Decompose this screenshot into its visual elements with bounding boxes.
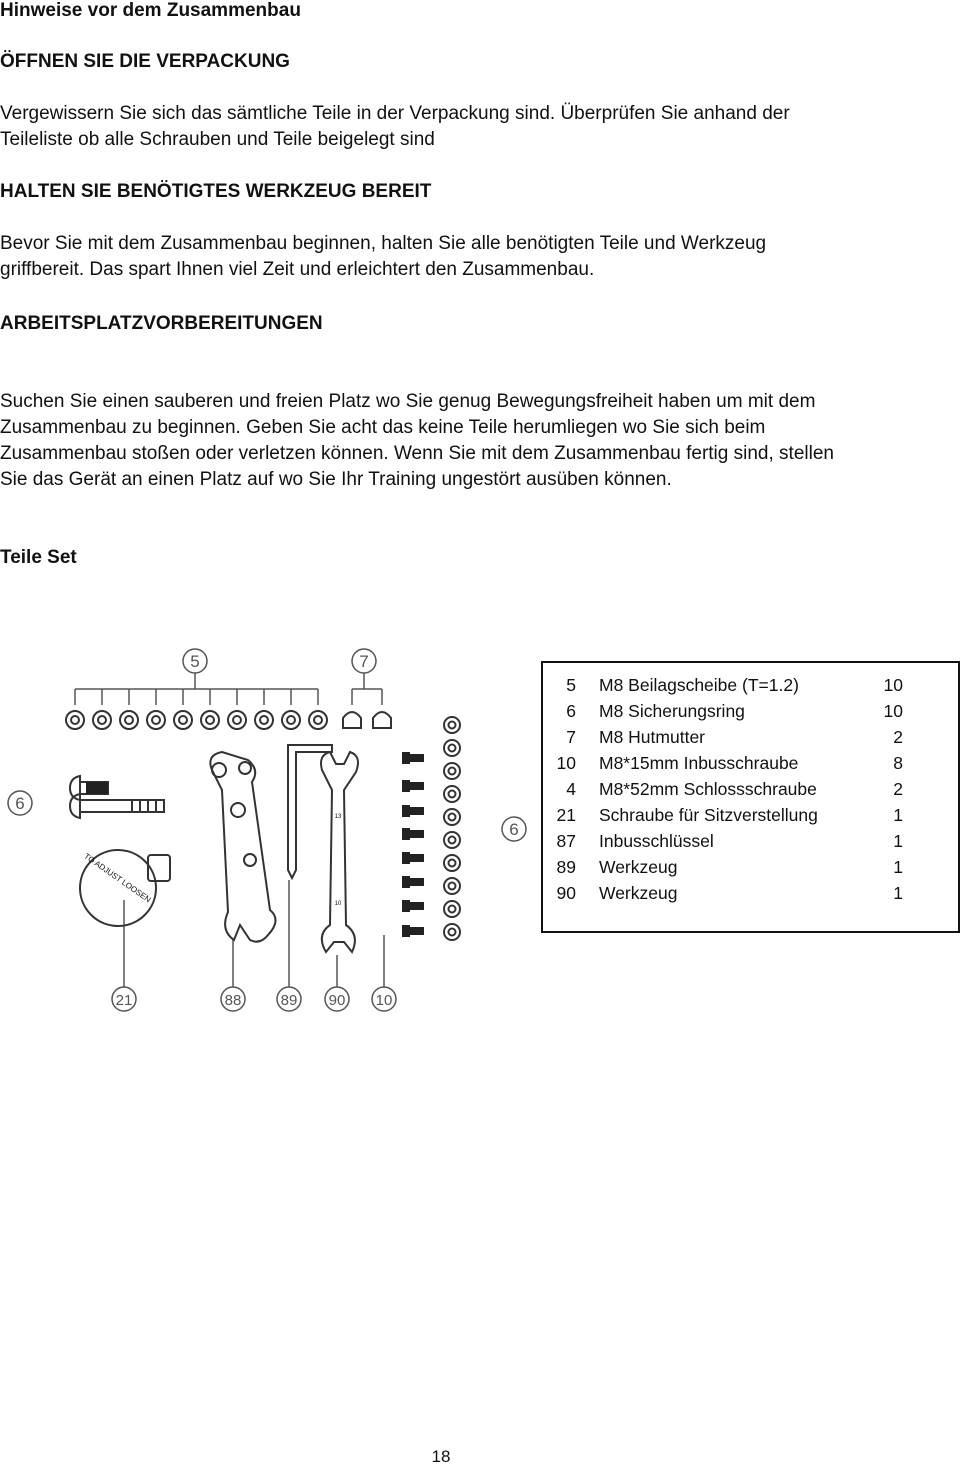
part-name: Werkzeug [599, 883, 678, 903]
part-name: M8 Sicherungsring [599, 701, 745, 721]
heading-workspace: ARBEITSPLATZVORBEREITUNGEN [0, 313, 323, 334]
table-row [543, 857, 958, 883]
part-number: 5 [566, 675, 576, 695]
part-name: M8*52mm Schlossschraube [599, 779, 817, 799]
part-quantity: 2 [893, 779, 903, 799]
page-number: 18 [431, 1447, 451, 1466]
callout-label: 21 [115, 992, 133, 1009]
table-row [543, 727, 958, 753]
part-name: Inbusschlüssel [599, 831, 714, 851]
knob-label: TO ADJUST LOOSEN [82, 851, 153, 905]
part-quantity: 2 [893, 727, 903, 747]
part-number: 7 [566, 727, 576, 747]
wrench-mark: 10 [334, 901, 342, 907]
wrench-mark: 13 [334, 814, 342, 820]
paragraph-open-package [0, 101, 960, 153]
text-line: Suchen Sie einen sauberen und freien Platz wo Sie genug Bewegungsfreiheit haben um mit dem [0, 391, 816, 412]
part-number: 89 [556, 857, 576, 877]
paragraph-tools [0, 231, 960, 283]
part-number: 90 [556, 883, 576, 903]
callout-label: 10 [375, 992, 393, 1009]
parts-table [541, 661, 960, 933]
text-line: Bevor Sie mit dem Zusammenbau beginnen, halten Sie alle benötigten Teile und Werkzeug [0, 233, 767, 254]
callout-label: 88 [224, 992, 242, 1009]
part-name: Schraube für Sitzverstellung [599, 805, 818, 825]
callout-label: 5 [190, 652, 200, 671]
heading-open-package: ÖFFNEN SIE DIE VERPACKUNG [0, 51, 290, 72]
part-name: M8*15mm Inbusschraube [599, 753, 799, 773]
part-name: Werkzeug [599, 857, 678, 877]
table-row [543, 805, 958, 831]
table-row [543, 675, 958, 701]
part-number: 6 [566, 701, 576, 721]
part-name: M8 Hutmutter [599, 727, 705, 747]
part-quantity: 1 [893, 857, 903, 877]
part-quantity: 8 [893, 753, 903, 773]
part-number: 4 [566, 779, 576, 799]
text-line: Sie das Gerät an einen Platz auf wo Sie Ihr Training ungestört ausüben können. [0, 469, 672, 490]
part-quantity: 1 [893, 831, 903, 851]
part-quantity: 1 [893, 883, 903, 903]
paragraph-workspace [0, 389, 960, 493]
heading-tools: HALTEN SIE BENÖTIGTES WERKZEUG BEREIT [0, 181, 432, 202]
part-name: M8 Beilagscheibe (T=1.2) [599, 675, 799, 695]
part-quantity: 1 [893, 805, 903, 825]
parts-heading: Teile Set [0, 547, 77, 568]
text-line: Zusammenbau zu beginnen. Geben Sie acht das keine Teile herumliegen wo Sie sich beim [0, 417, 766, 438]
table-row [543, 779, 958, 805]
text-line: griffbereit. Das spart Ihnen viel Zeit und erleichtert den Zusammenbau. [0, 259, 595, 280]
callout-label: 89 [280, 992, 298, 1009]
callout-label: 6 [509, 820, 519, 839]
table-row [543, 753, 958, 779]
table-row [543, 831, 958, 857]
callout-label: 7 [359, 652, 369, 671]
callout-label: 90 [328, 992, 346, 1009]
table-row [543, 701, 958, 727]
table-row [543, 883, 958, 909]
part-number: 21 [556, 805, 576, 825]
part-quantity: 10 [883, 701, 903, 721]
text-line: Vergewissern Sie sich das sämtliche Teile in der Verpackung sind. Überprüfen Sie anhand der [0, 103, 790, 124]
callout-label: 6 [15, 794, 25, 813]
part-quantity: 10 [883, 675, 903, 695]
text-line: Teileliste ob alle Schrauben und Teile beigelegt sind [0, 129, 435, 150]
part-number: 87 [556, 831, 576, 851]
text-line: Zusammenbau stoßen oder verletzen können. Wenn Sie mit dem Zusammenbau fertig sind, stellen [0, 443, 834, 464]
page-title: Hinweise vor dem Zusammenbau [0, 0, 301, 21]
part-number: 10 [556, 753, 576, 773]
